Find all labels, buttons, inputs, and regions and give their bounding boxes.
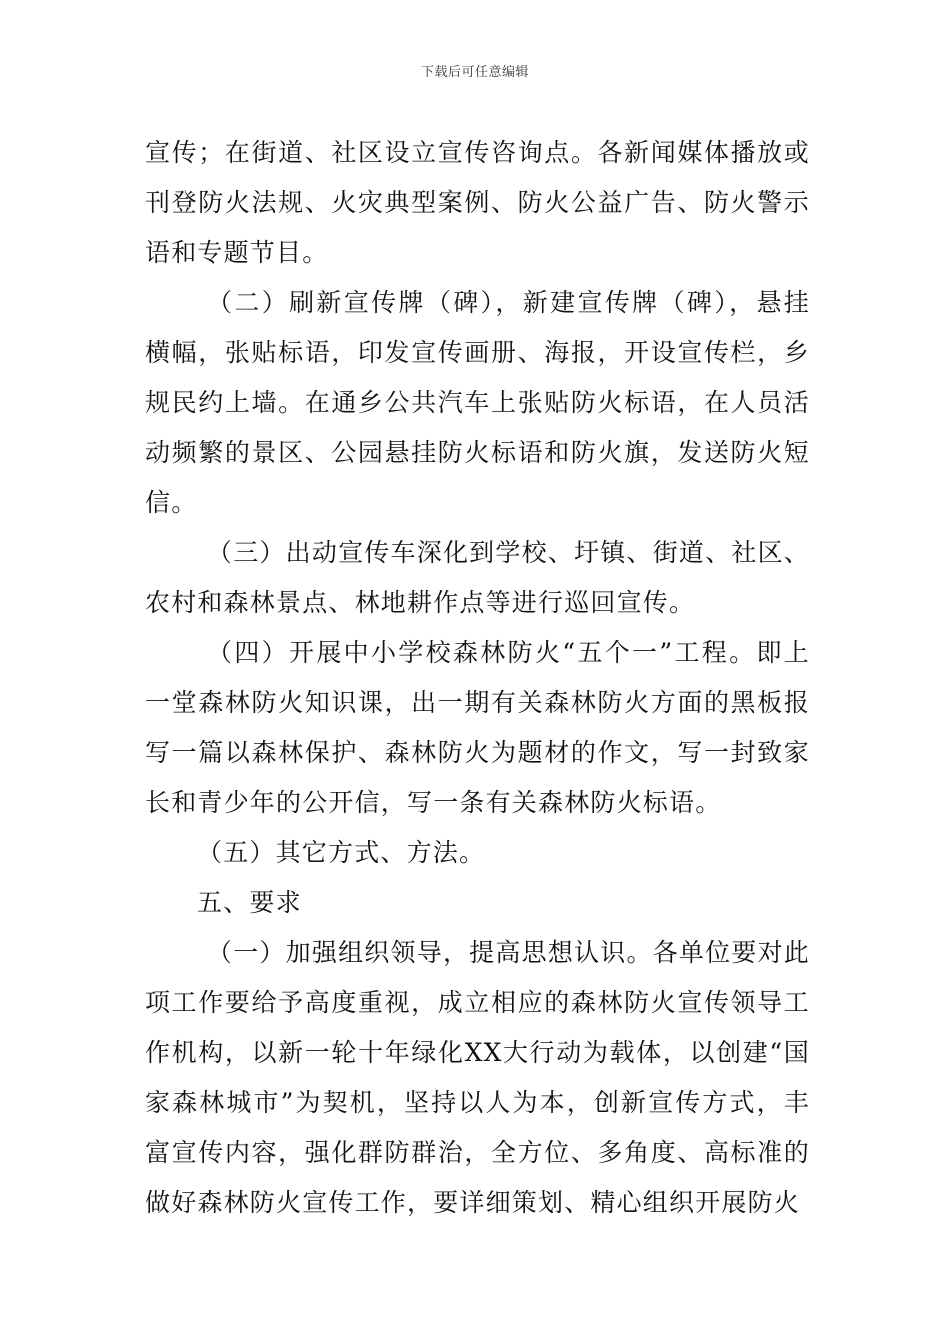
paragraph-item-2: （二）刷新宣传牌（碑），新建宣传牌（碑），悬挂横幅，张贴标语，印发宣传画册、海报，开设宣传栏，乡规民约上墙。在通乡公共汽车上张贴防火标语，在人员活动频繁的景区、公园悬挂防火标语和防火旗，发送防火短信。 — [145, 288, 810, 517]
paragraph-requirement-1: （一）加强组织领导，提高思想认识。各单位要对此项工作要给予高度重视，成立相应的森林防火宣传领导工作机构，以新一轮十年绿化XX大行动为载体，以创建“国家森林城市”为契机，坚持以人为本，创新宣传方式，丰富宣传内容，强化群防群治，全方位、多角度、高标准的做好森林防火宣传工作，要详细策划、精心组织开展防火 — [145, 938, 810, 1217]
page-header-note: 下载后可任意编辑 — [420, 65, 529, 80]
paragraph-item-3: （三）出动宣传车深化到学校、圩镇、街道、社区、农村和森林景点、林地耕作点等进行巡回宣传。 — [145, 538, 810, 617]
paragraph-item-4: （四）开展中小学校森林防火“五个一”工程。即上一堂森林防火知识课，出一期有关森林防火方面的黑板报写一篇以森林保护、森林防火为题材的作文，写一封致家长和青少年的公开信，写一条有关森林防火标语。 — [145, 638, 810, 817]
paragraph-item-5: （五）其它方式、方法。 — [197, 838, 486, 867]
section-heading-requirements: 五、要求 — [197, 888, 302, 917]
paragraph-continuation: 宣传；在街道、社区设立宣传咨询点。各新闻媒体播放或刊登防火法规、火灾典型案例、防火公益广告、防火警示语和专题节目。 — [145, 138, 810, 267]
document-body — [145, 128, 810, 1228]
